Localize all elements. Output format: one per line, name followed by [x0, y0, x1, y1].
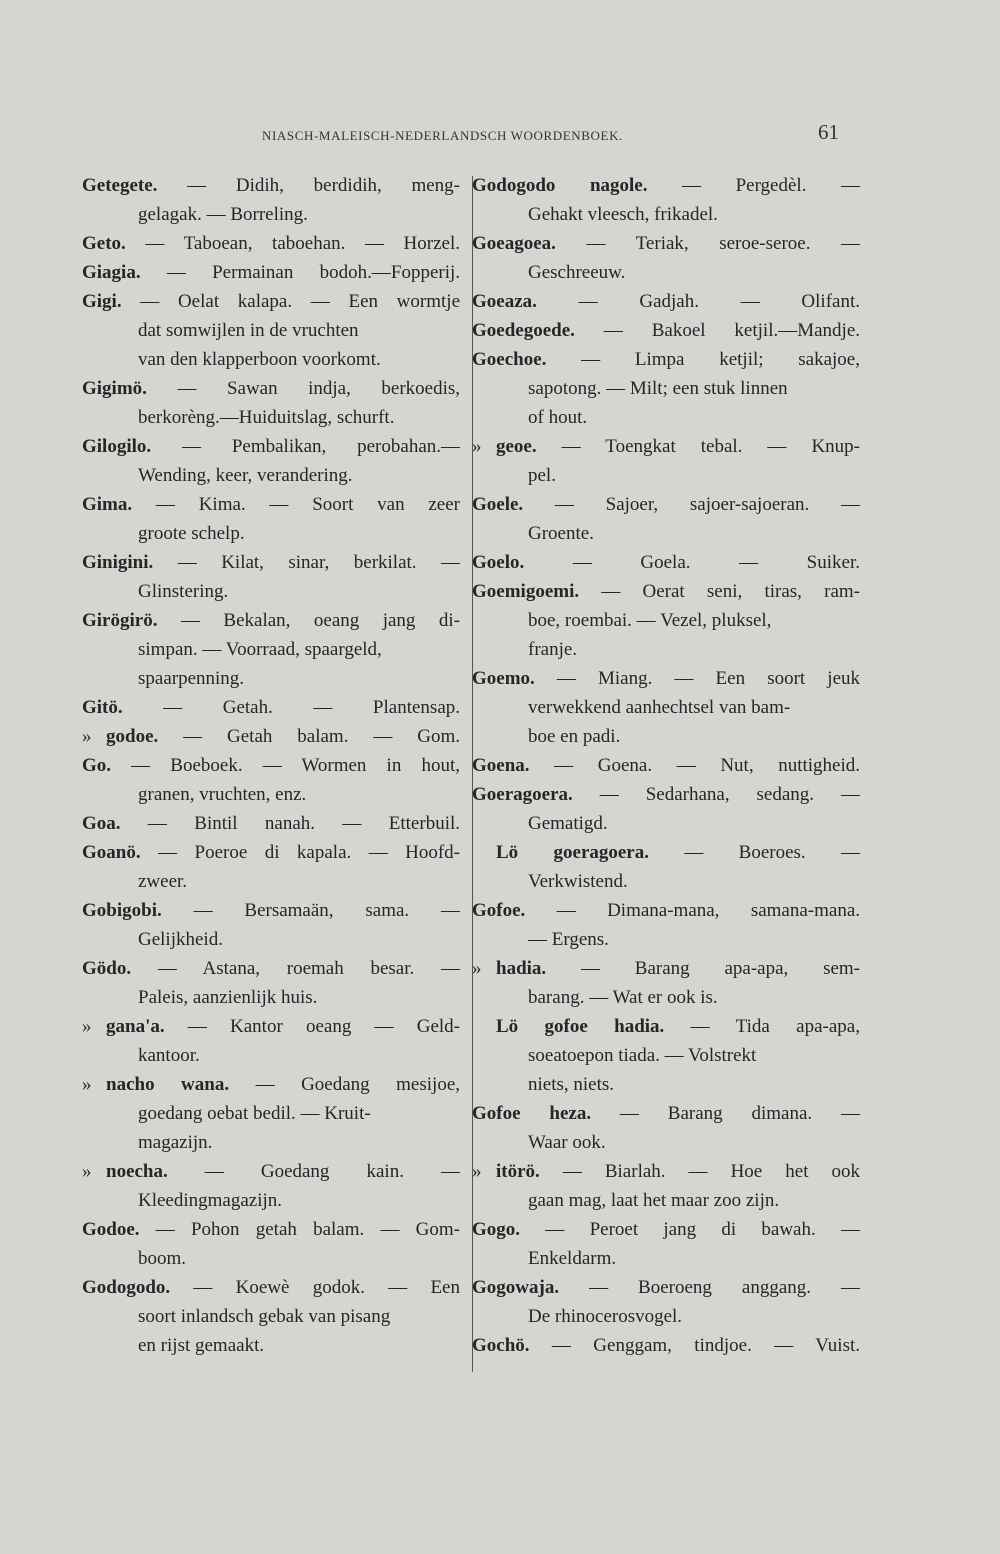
- definition-text: — Teriak, seroe-seroe. —: [586, 233, 860, 254]
- headword: Girögirö.: [82, 610, 158, 631]
- definition-line: barang. — Wat er ook is.: [528, 987, 718, 1008]
- dictionary-entry: [472, 954, 860, 1012]
- headword: Goele.: [472, 494, 524, 515]
- entry-first-line: [82, 1273, 460, 1302]
- entry-first-line: [82, 1215, 460, 1244]
- entry-first-line: [82, 1012, 460, 1041]
- dictionary-entry: [82, 722, 460, 751]
- dictionary-entry: [82, 490, 460, 548]
- entry-first-line: [82, 838, 460, 867]
- dictionary-entry: [472, 664, 860, 751]
- definition-text: — Kantor oeang — Geld-: [187, 1016, 460, 1037]
- definition-text: — Genggam, tindjoe. — Vuist.: [551, 1335, 860, 1356]
- definition-text: — Getah balam. — Gom.: [183, 726, 460, 747]
- headword: Gobigobi.: [82, 900, 162, 921]
- definition-text: — Sedarhana, sedang. —: [599, 784, 860, 805]
- dictionary-entry: [472, 1012, 860, 1099]
- dictionary-entry: [472, 171, 860, 229]
- headword: itörö.: [496, 1161, 540, 1182]
- entry-first-line: [472, 171, 860, 200]
- definition-line: kantoor.: [138, 1045, 200, 1066]
- entry-first-line: [472, 1273, 860, 1302]
- headword: Goa.: [82, 813, 121, 834]
- definition-text: — Taboean, taboehan. — Horzel.: [145, 233, 460, 254]
- definition-text: — Goedang kain. —: [204, 1161, 460, 1182]
- entry-first-line: [82, 258, 460, 287]
- entry-first-line: [472, 1012, 860, 1041]
- definition-line: van den klapperboon voorkomt.: [138, 349, 381, 370]
- entry-first-line: [82, 606, 460, 635]
- definition-line: Paleis, aanzienlijk huis.: [138, 987, 318, 1008]
- subentry-mark: »: [82, 1161, 92, 1182]
- dictionary-entry: [472, 838, 860, 896]
- definition-line: franje.: [528, 639, 578, 660]
- headword: Goeaza.: [472, 291, 537, 312]
- definition-line: Waar ook.: [528, 1132, 606, 1153]
- definition-text: — Bakoel ketjil.—Mandje.: [603, 320, 860, 341]
- entry-first-line: [472, 1331, 860, 1360]
- definition-text: — Pohon getah balam. — Gom-: [155, 1219, 460, 1240]
- entry-first-line: [82, 693, 460, 722]
- headword: Goemigoemi.: [472, 581, 580, 602]
- entry-first-line: [82, 896, 460, 925]
- entry-first-line: [82, 171, 460, 200]
- definition-text: — Sajoer, sajoer-sajoeran. —: [554, 494, 860, 515]
- dictionary-entry: [472, 316, 860, 345]
- definition-line: groote schelp.: [138, 523, 245, 544]
- headword: Goelo.: [472, 552, 525, 573]
- dictionary-entry: [82, 606, 460, 693]
- headword: gana'a.: [106, 1016, 165, 1037]
- dictionary-entry: [472, 1215, 860, 1273]
- definition-line: boom.: [138, 1248, 187, 1269]
- headword: Gitö.: [82, 697, 123, 718]
- headword: Gigimö.: [82, 378, 147, 399]
- headword: noecha.: [106, 1161, 168, 1182]
- subentry-mark: »: [82, 1016, 92, 1037]
- definition-line: magazijn.: [138, 1132, 213, 1153]
- definition-text: — Permainan bodoh.—Fopperij.: [166, 262, 460, 283]
- definition-line: Glinstering.: [138, 581, 229, 602]
- headword: Godogodo.: [82, 1277, 171, 1298]
- entry-first-line: [472, 664, 860, 693]
- headword: Goechoe.: [472, 349, 547, 370]
- definition-line: gaan mag, laat het maar zoo zijn.: [528, 1190, 780, 1211]
- dictionary-entry: [82, 896, 460, 954]
- headword: Goanö.: [82, 842, 141, 863]
- definition-line: pel.: [528, 465, 556, 486]
- entry-first-line: [472, 751, 860, 780]
- headword: Gima.: [82, 494, 133, 515]
- definition-line: sapotong. — Milt; een stuk linnen: [528, 378, 788, 399]
- definition-text: — Kima. — Soort van zeer: [155, 494, 460, 515]
- definition-line: Verkwistend.: [528, 871, 628, 892]
- definition-text: — Goedang mesijoe,: [255, 1074, 460, 1095]
- entry-first-line: [82, 809, 460, 838]
- definition-line: Geschreeuw.: [528, 262, 626, 283]
- dictionary-entry: [472, 751, 860, 780]
- definition-text: — Bersamaän, sama. —: [193, 900, 460, 921]
- dictionary-entry: [472, 780, 860, 838]
- definition-line: en rijst gemaakt.: [138, 1335, 265, 1356]
- headword: Goedegoede.: [472, 320, 575, 341]
- definition-line: goedang oebat bedil. — Kruit-: [138, 1103, 371, 1124]
- definition-text: — Barang apa-apa, sem-: [580, 958, 860, 979]
- running-title: NIASCH-MALEISCH-NEDERLANDSCH WOORDENBOEK.: [262, 128, 623, 143]
- entry-first-line: [472, 1099, 860, 1128]
- headword: Goeragoera.: [472, 784, 573, 805]
- dictionary-entry: [82, 1215, 460, 1273]
- definition-line: dat somwijlen in de vruchten: [138, 320, 359, 341]
- headword: Gofoe.: [472, 900, 526, 921]
- definition-line: Kleedingmagazijn.: [138, 1190, 283, 1211]
- definition-text: — Toengkat tebal. — Knup-: [561, 436, 860, 457]
- definition-text: — Didih, berdidih, meng-: [187, 175, 460, 196]
- headword: Goemo.: [472, 668, 535, 689]
- dictionary-entry: [472, 548, 860, 577]
- definition-text: — Goena. — Nut, nuttigheid.: [554, 755, 860, 776]
- dictionary-entry: [472, 345, 860, 432]
- entry-first-line: [472, 1157, 860, 1186]
- dictionary-entry: [82, 1157, 460, 1215]
- dictionary-entry: [472, 1273, 860, 1331]
- dictionary-entry: [82, 374, 460, 432]
- definition-text: — Bekalan, oeang jang di-: [180, 610, 460, 631]
- definition-line: granen, vruchten, enz.: [138, 784, 307, 805]
- headword: Gochö.: [472, 1335, 530, 1356]
- dictionary-entry: [82, 1273, 460, 1360]
- dictionary-entry: [472, 1331, 860, 1360]
- entry-first-line: [82, 374, 460, 403]
- entry-first-line: [82, 1157, 460, 1186]
- headword: Giagia.: [82, 262, 141, 283]
- dictionary-entry: [82, 693, 460, 722]
- entry-first-line: [472, 577, 860, 606]
- subentry-mark: »: [472, 436, 482, 457]
- subentry-mark: »: [472, 958, 482, 979]
- entry-first-line: [82, 722, 460, 751]
- definition-line: simpan. — Voorraad, spaargeld,: [138, 639, 382, 660]
- dictionary-entry: [472, 577, 860, 664]
- headword: Goeagoea.: [472, 233, 556, 254]
- definition-text: — Oerat seni, tiras, ram-: [601, 581, 860, 602]
- entry-first-line: [472, 954, 860, 983]
- definition-line: soeatoepon tiada. — Volstrekt: [528, 1045, 757, 1066]
- entry-first-line: [82, 287, 460, 316]
- definition-text: — Gadjah. — Olifant.: [578, 291, 860, 312]
- headword: Ginigini.: [82, 552, 154, 573]
- headword: nacho wana.: [106, 1074, 230, 1095]
- entry-first-line: [472, 1215, 860, 1244]
- definition-line: soort inlandsch gebak van pisang: [138, 1306, 391, 1327]
- headword: Gofoe heza.: [472, 1103, 592, 1124]
- dictionary-entry: [82, 1012, 460, 1070]
- headword: godoe.: [106, 726, 159, 747]
- definition-text: — Boeboek. — Wormen in hout,: [131, 755, 460, 776]
- dictionary-entry: [472, 1157, 860, 1215]
- dictionary-entry: [472, 229, 860, 287]
- headword: Goena.: [472, 755, 530, 776]
- entry-first-line: [82, 1070, 460, 1099]
- entry-first-line: [82, 751, 460, 780]
- dictionary-entry: [472, 1099, 860, 1157]
- definition-line: Gematigd.: [528, 813, 608, 834]
- definition-text: — Oelat kalapa. — Een wormtje: [140, 291, 460, 312]
- definition-text: — Kilat, sinar, berkilat. —: [177, 552, 460, 573]
- dictionary-entry: [472, 490, 860, 548]
- definition-line: verwekkend aanhechtsel van bam-: [528, 697, 791, 718]
- dictionary-entry: [82, 954, 460, 1012]
- definition-line: Enkeldarm.: [528, 1248, 617, 1269]
- dictionary-entry: [82, 287, 460, 374]
- dictionary-entry: [82, 548, 460, 606]
- headword: Gogo.: [472, 1219, 521, 1240]
- subentry-mark: »: [82, 726, 92, 747]
- headword: Godoe.: [82, 1219, 140, 1240]
- definition-line: Wending, keer, verandering.: [138, 465, 353, 486]
- entry-first-line: [472, 780, 860, 809]
- definition-line: Groente.: [528, 523, 594, 544]
- dictionary-entry: [472, 287, 860, 316]
- definition-line: Gelijkheid.: [138, 929, 223, 950]
- headword: Gogowaja.: [472, 1277, 560, 1298]
- entry-first-line: [472, 432, 860, 461]
- dictionary-entry: [82, 258, 460, 287]
- entry-first-line: [82, 490, 460, 519]
- dictionary-entry: [82, 432, 460, 490]
- definition-text: — Boeroeng anggang. —: [589, 1277, 860, 1298]
- dictionary-entry: [82, 229, 460, 258]
- headword: Lö gofoe hadia.: [496, 1016, 665, 1037]
- definition-text: — Peroet jang di bawah. —: [545, 1219, 860, 1240]
- dictionary-entry: [472, 432, 860, 490]
- definition-text: — Barang dimana. —: [619, 1103, 860, 1124]
- headword: Godogodo nagole.: [472, 175, 648, 196]
- definition-text: — Limpa ketjil; sakajoe,: [581, 349, 860, 370]
- headword: Gigi.: [82, 291, 122, 312]
- entry-first-line: [82, 229, 460, 258]
- dictionary-entry: [82, 171, 460, 229]
- definition-line: zweer.: [138, 871, 188, 892]
- entry-first-line: [472, 896, 860, 925]
- headword: geoe.: [496, 436, 537, 457]
- definition-text: — Biarlah. — Hoe het ook: [562, 1161, 860, 1182]
- definition-text: — Pergedèl. —: [682, 175, 860, 196]
- definition-text: — Poeroe di kapala. — Hoofd-: [158, 842, 460, 863]
- definition-text: — Pembalikan, perobahan.—: [182, 436, 460, 457]
- left-column: [82, 171, 460, 1360]
- dictionary-entry: [82, 809, 460, 838]
- definition-text: — Goela. — Suiker.: [572, 552, 860, 573]
- entry-first-line: [472, 548, 860, 577]
- page-number: 61: [818, 120, 839, 144]
- definition-line: berkorèng.—Huiduitslag, schurft.: [138, 407, 395, 428]
- definition-text: — Sawan indja, berkoedis,: [177, 378, 460, 399]
- definition-line: of hout.: [528, 407, 588, 428]
- subentry-mark: »: [472, 1161, 482, 1182]
- dictionary-entry: [82, 751, 460, 809]
- definition-text: — Getah. — Plantensap.: [163, 697, 460, 718]
- definition-line: gelagak. — Borreling.: [138, 204, 308, 225]
- definition-line: boe en padi.: [528, 726, 621, 747]
- entry-first-line: [82, 432, 460, 461]
- definition-line: Gehakt vleesch, frikadel.: [528, 204, 718, 225]
- entry-first-line: [82, 954, 460, 983]
- definition-text: — Koewè godok. — Een: [193, 1277, 460, 1298]
- definition-line: — Ergens.: [528, 929, 609, 950]
- definition-line: niets, niets.: [528, 1074, 615, 1095]
- dictionary-entry: [82, 1070, 460, 1157]
- dictionary-entry: [82, 838, 460, 896]
- headword: Geto.: [82, 233, 126, 254]
- definition-text: — Tida apa-apa,: [690, 1016, 860, 1037]
- entry-first-line: [82, 548, 460, 577]
- definition-line: De rhinocerosvogel.: [528, 1306, 683, 1327]
- entry-first-line: [472, 229, 860, 258]
- definition-text: — Bintil nanah. — Etterbuil.: [147, 813, 460, 834]
- entry-first-line: [472, 838, 860, 867]
- dictionary-entry: [472, 896, 860, 954]
- definition-text: — Miang. — Een soort jeuk: [556, 668, 860, 689]
- headword: Go.: [82, 755, 112, 776]
- entry-first-line: [472, 490, 860, 519]
- headword: Getegete.: [82, 175, 158, 196]
- definition-text: — Boeroes. —: [684, 842, 860, 863]
- headword: Gilogilo.: [82, 436, 152, 457]
- definition-text: — Dimana-mana, samana-mana.: [556, 900, 860, 921]
- headword: Lö goeragoera.: [496, 842, 649, 863]
- right-column: [472, 171, 860, 1360]
- entry-first-line: [472, 287, 860, 316]
- headword: Gödo.: [82, 958, 132, 979]
- entry-first-line: [472, 316, 860, 345]
- entry-first-line: [472, 345, 860, 374]
- definition-line: boe, roembai. — Vezel, pluksel,: [528, 610, 772, 631]
- headword: hadia.: [496, 958, 547, 979]
- subentry-mark: »: [82, 1074, 92, 1095]
- definition-line: spaarpenning.: [138, 668, 245, 689]
- definition-text: — Astana, roemah besar. —: [157, 958, 460, 979]
